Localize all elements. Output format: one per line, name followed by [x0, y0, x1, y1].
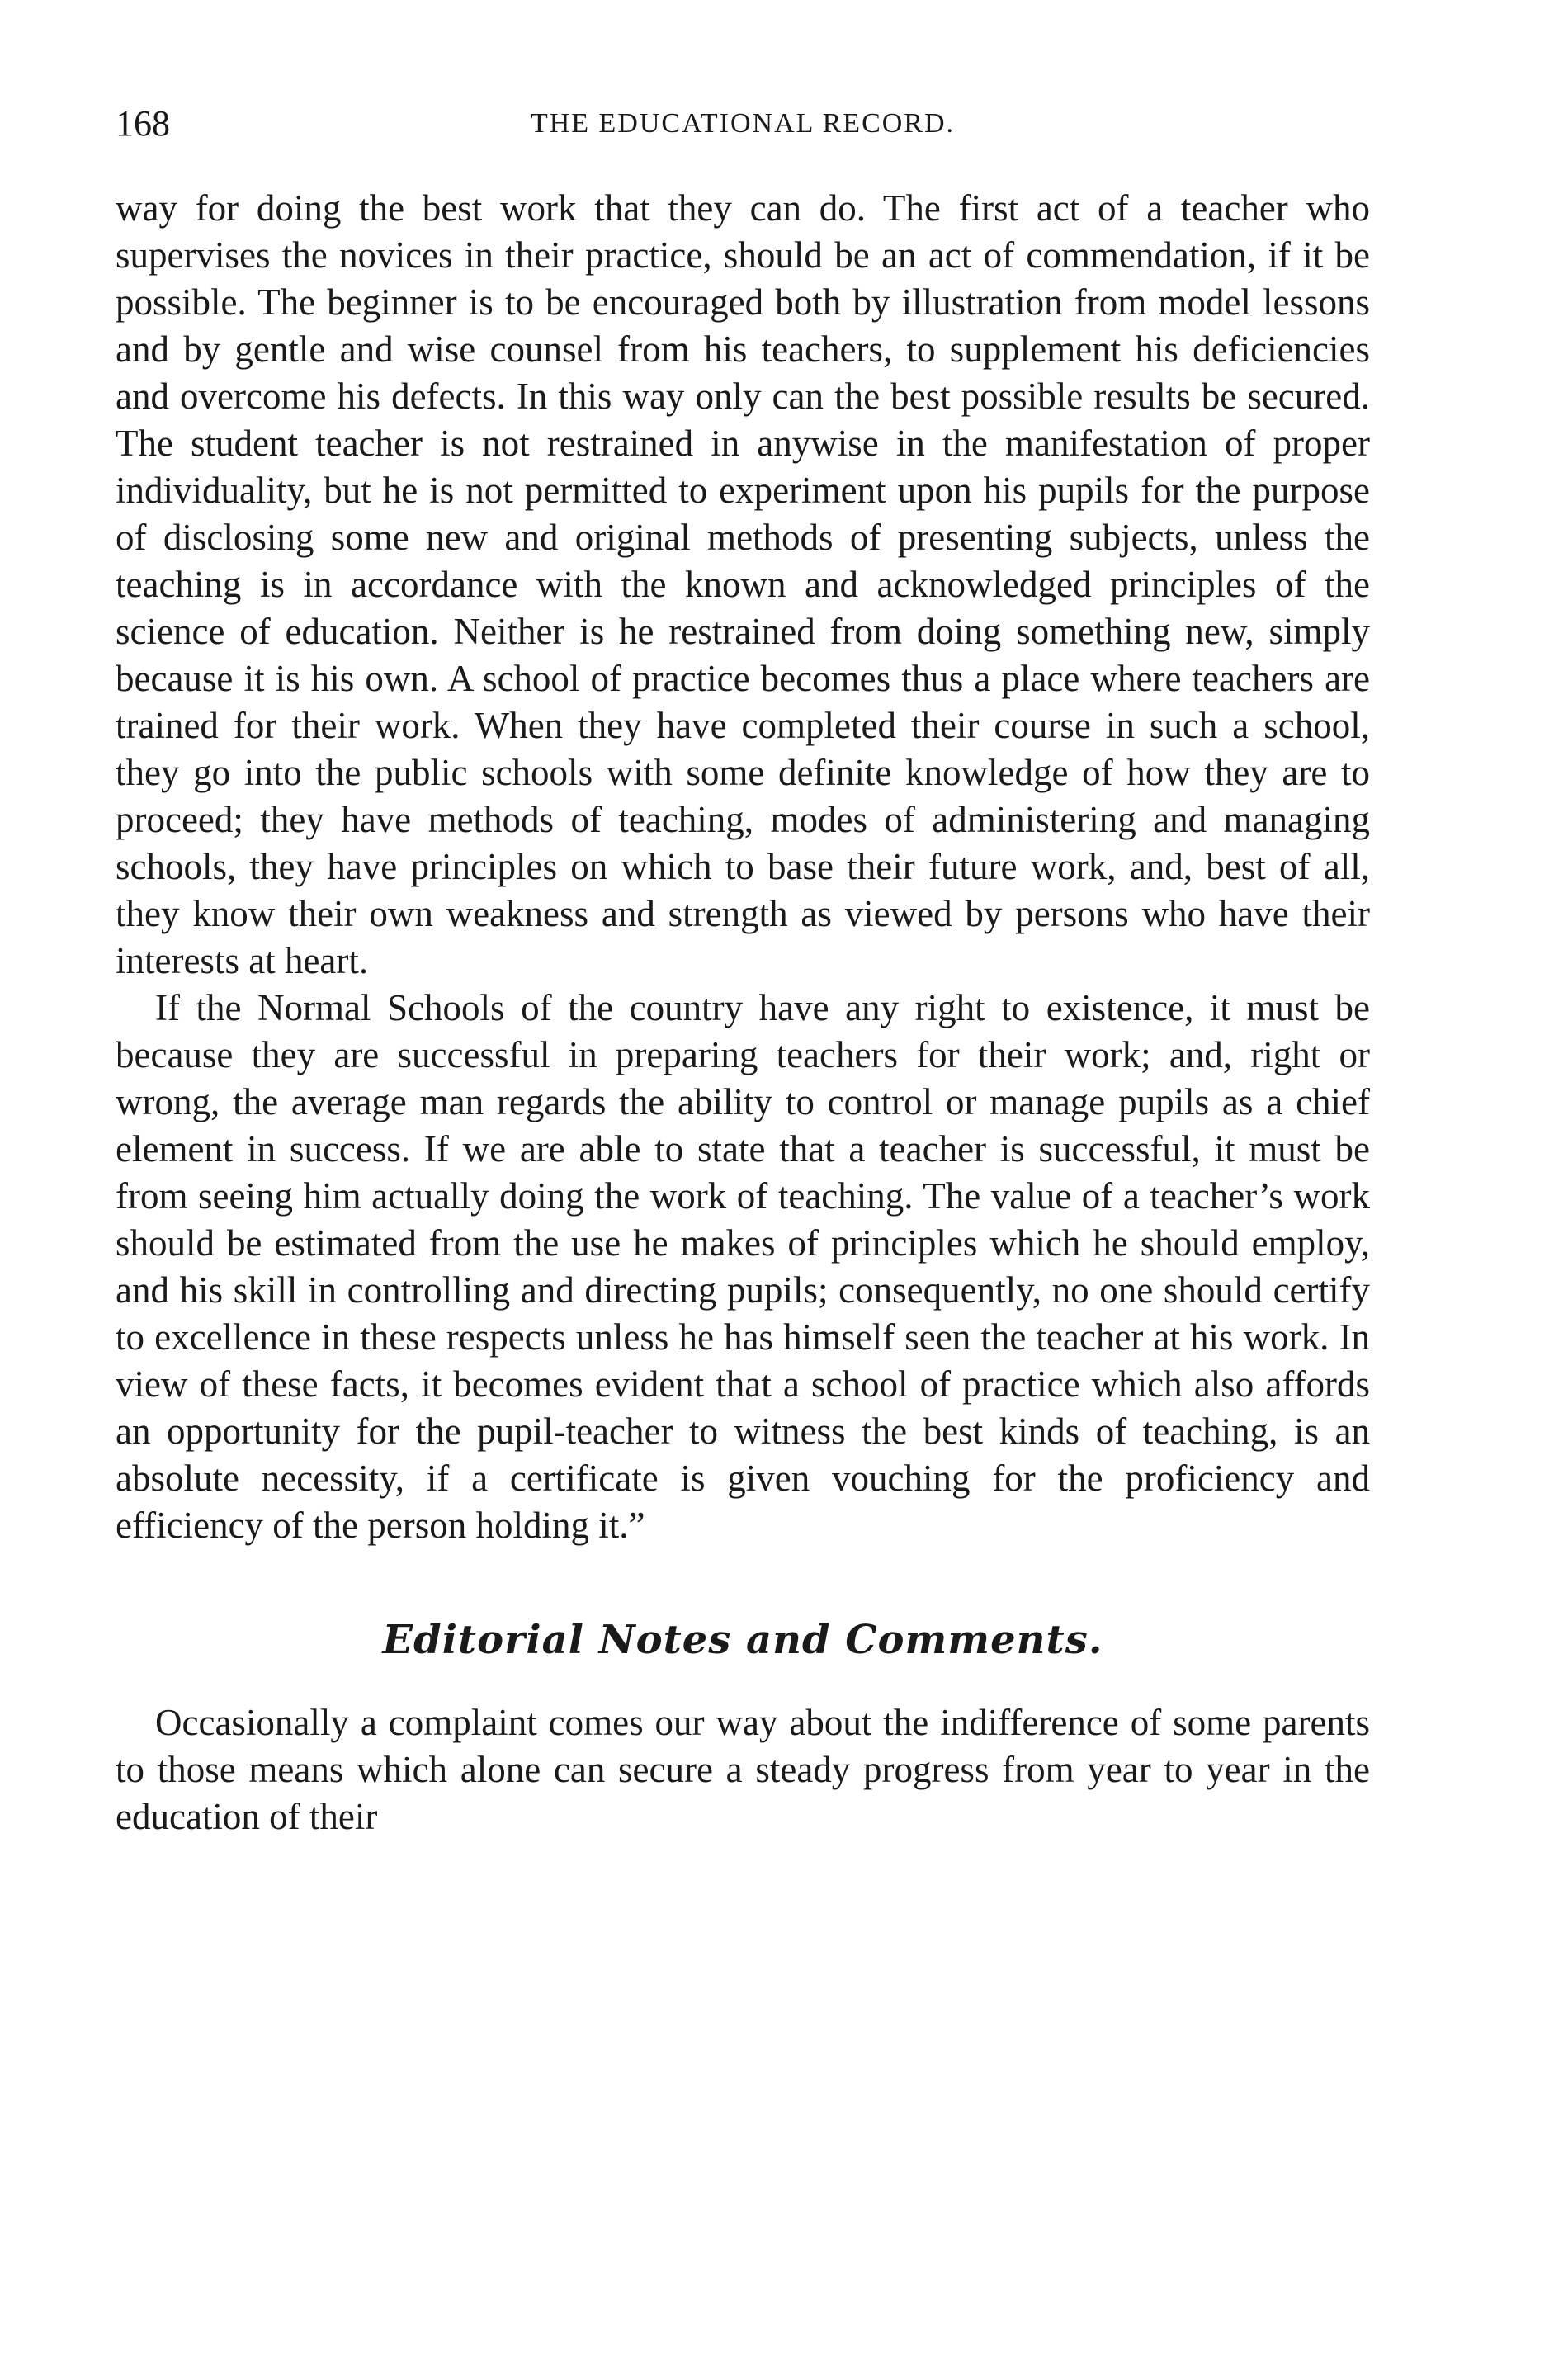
running-head — [116, 99, 1370, 157]
document-page — [116, 99, 1370, 1840]
article-body — [116, 185, 1370, 1549]
page-number: 168 — [116, 103, 170, 144]
section-heading: Editorial Notes and Comments. — [382, 1617, 1103, 1663]
section-paragraph: Occasionally a complaint comes our way about the indifference of some parents to those means which alone can secure a steady progress from year to year in the education of their — [116, 1702, 1370, 1837]
paragraph-normal-schools: If the Normal Schools of the country have any right to existence, it must be because they are successful in preparing teachers for their work; and, right or wrong, the average man regards the ability to control or manage pupils as a chief element in success. If we are able to state that a teacher is successful, it must be from seeing him actually doing the work of teaching. The value of a teacher’s work should be estimated from the use he makes of principles which he should employ, and his skill in controlling and directing pupils; consequently, no one should certify to excellence in these respects unless he has himself seen the teacher at his work. In view of these facts, it becomes evident that a school of practice which also affords an opportunity for the pupil-teacher to witness the best kinds of teaching, is an absolute necessity, if a certificate is given vouching for the proficiency and efficiency of the person holding it.” — [116, 987, 1370, 1546]
section-body — [116, 1699, 1370, 1840]
journal-title: THE EDUCATIONAL RECORD. — [530, 108, 956, 139]
paragraph-continued: way for doing the best work that they can do. The first act of a teacher who supervises the novices in their practice, should be an act of commendation, if it be possible. The beginner is to be encouraged both by illustration from model lessons and by gentle and wise counsel from his teachers, to supplement his deficiencies and overcome his defects. In this way only can the best possible results be secured. The student teacher is not restrained in anywise in the manifestation of proper individuality, but he is not permitted to experiment upon his pupils for the purpose of disclosing some new and original methods of presenting subjects, unless the teaching is in accordance with the known and acknowledged principles of the science of education. Neither is he restrained from doing something new, simply because it is his own. A school of practice becomes thus a place where teachers are trained for their work. When they have completed their course in such a school, they go into the public schools with some definite knowledge of how they are to proceed; they have methods of teaching, modes of administering and managing schools, they have principles on which to base their future work, and, best of all, they know their own weakness and strength as viewed by persons who have their interests at heart. — [116, 187, 1370, 981]
